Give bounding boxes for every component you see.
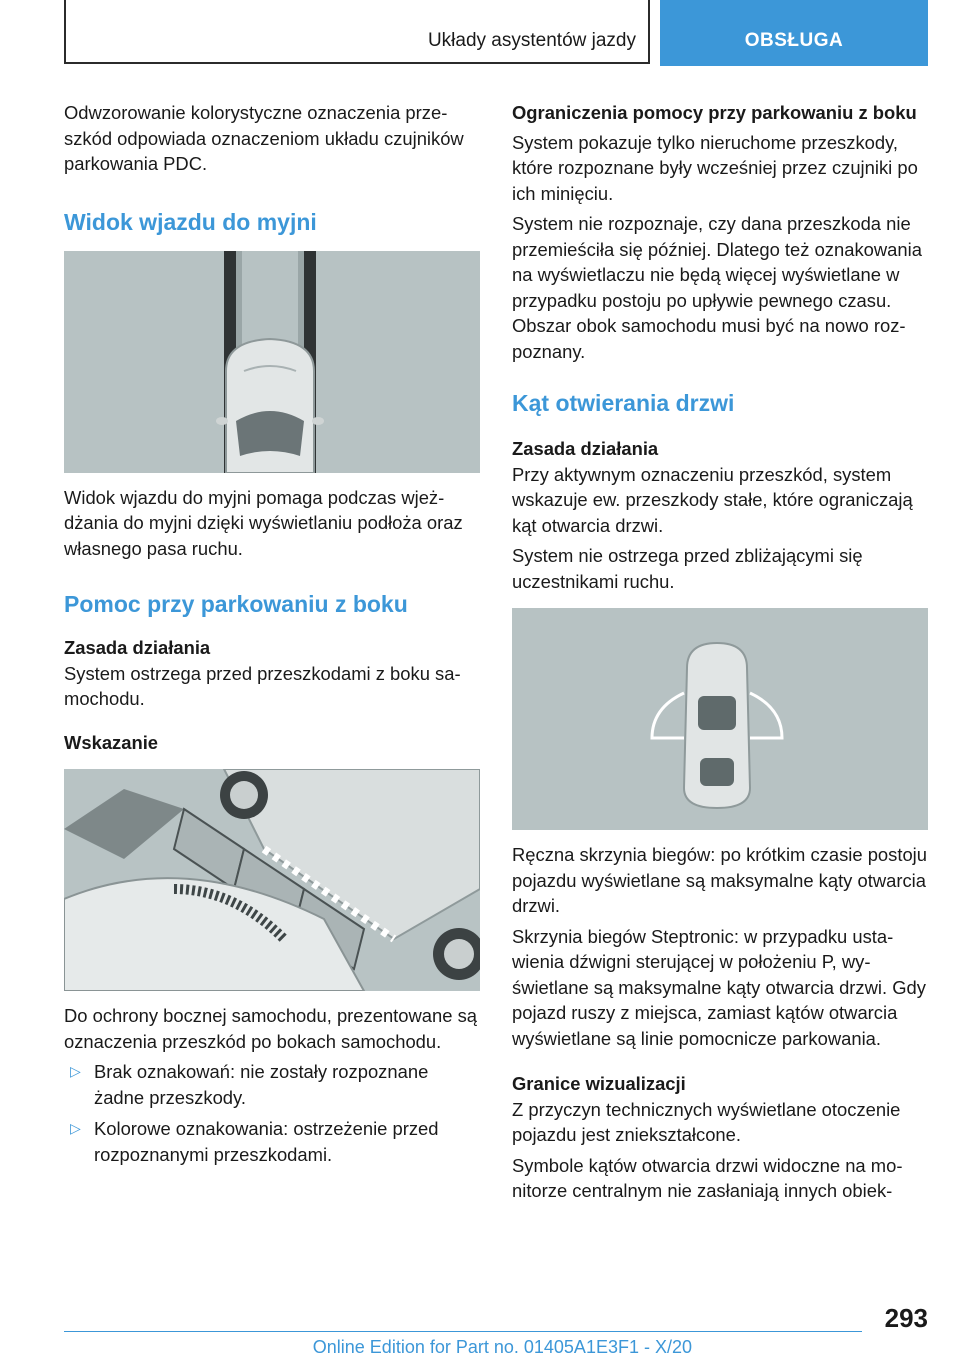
carwash-figure xyxy=(64,251,480,473)
indication-paragraph: Do ochrony bocznej samochodu, prezentowane są oznaczenia przeszkód po bokach samochodu. xyxy=(64,1005,478,1052)
door-paragraph-1: Przy aktywnym oznaczeniu przeszkód, system wskazuje ew. przeszkody stałe, które ograniczają kąt otwarcia drzwi. xyxy=(512,463,913,536)
principle-heading: Zasada działania xyxy=(64,637,211,658)
intro-paragraph: Odwzorowanie kolorystyczne oznaczenia przeszkód odpowiada oznaczeniom układu czujników parkowania PDC. xyxy=(64,102,464,174)
list-item: ▷ Brak oznakowań: nie zostały rozpoznane żadne przeszkody. xyxy=(70,1061,429,1108)
carwash-paragraph: Widok wjazdu do myjni pomaga podczas wjeżdżania do myjni dzięki wyświetlaniu podłoża oraz własnego pasa ruchu. xyxy=(64,486,463,559)
side-parking-figure xyxy=(64,769,480,991)
limits-paragraph-2: System nie rozpoznaje, czy dana przeszkoda nie przemieściła się później. Dlatego też oznakowania na wyświetlaczu nie będą więcej wyświetlane w przypadku postoju po upływie pewnego czasu. Obszar obok samochodu musi być na nowo rozpoznany. xyxy=(512,213,922,362)
section-tab xyxy=(64,0,650,64)
visualization-paragraph-1: Z przyczyn technicznych wyświetlane otoczenie pojazdu jest zniekształcone. xyxy=(512,1098,901,1145)
page-number: 293 xyxy=(884,1303,928,1333)
right-column xyxy=(512,100,930,1209)
side-parking-illustration xyxy=(64,769,480,991)
indication-list xyxy=(64,1059,482,1167)
limits-paragraph-1: System pokazuje tylko nieruchome przeszkody, które rozpoznane były wcześniej przez czujniki po ich minięciu. xyxy=(512,131,918,204)
door-paragraph-2: System nie ostrzega przed zbliżającymi się uczestnikami ruchu. xyxy=(512,545,863,592)
section-title: Układy asystentów jazdy xyxy=(427,30,636,51)
door-principle-heading: Zasada działania xyxy=(512,438,659,459)
door-angle-heading: Kąt otwierania drzwi xyxy=(512,390,735,416)
list-item: ▷ Kolorowe oznakowania: ostrzeżenie przed rozpoznanymi przeszkodami. xyxy=(70,1118,439,1165)
page-header xyxy=(64,0,928,66)
triangle-bullet-icon: ▷ xyxy=(70,1120,81,1136)
carwash-illustration xyxy=(64,251,480,473)
door-paragraph-3: Ręczna skrzynia biegów: po krótkim czasie postoju pojazdu wyświetlane są maksymalne kąty otwarcia drzwi. xyxy=(512,844,927,916)
triangle-bullet-icon: ▷ xyxy=(70,1063,81,1079)
edition-footer: Online Edition for Part no. 01405A1E3F1 - X/20 xyxy=(312,1337,692,1357)
door-angle-illustration xyxy=(512,608,928,830)
left-column xyxy=(64,100,482,1173)
chapter-tab xyxy=(660,0,928,66)
side-parking-heading: Pomoc przy parkowaniu z boku xyxy=(64,591,408,617)
carwash-heading: Widok wjazdu do myjni xyxy=(64,208,317,235)
visualization-paragraph-2: Symbole kątów otwarcia drzwi widoczne na monitorze centralnym nie zasłaniają innych obiek- xyxy=(512,1154,903,1201)
principle-paragraph: System ostrzega przed przeszkodami z boku samochodu. xyxy=(64,662,461,709)
chapter-title: OBSŁUGA xyxy=(744,30,844,51)
visualization-heading: Granice wizualizacji xyxy=(512,1073,686,1094)
limits-heading: Ograniczenia pomocy przy parkowaniu z boku xyxy=(512,102,917,123)
door-angle-figure xyxy=(512,608,928,830)
door-paragraph-4: Skrzynia biegów Steptronic: w przypadku ustawienia dźwigni sterującej w położeniu P, wyświetlane są maksymalne kąty otwarcia drzwi. Gdy pojazd ruszy z miejsca, zamiast kątów otwarcia wyświetlane są linie pomocnicze parkowania. xyxy=(512,925,926,1049)
footer-divider xyxy=(64,1331,862,1332)
indication-heading: Wskazanie xyxy=(64,731,159,753)
